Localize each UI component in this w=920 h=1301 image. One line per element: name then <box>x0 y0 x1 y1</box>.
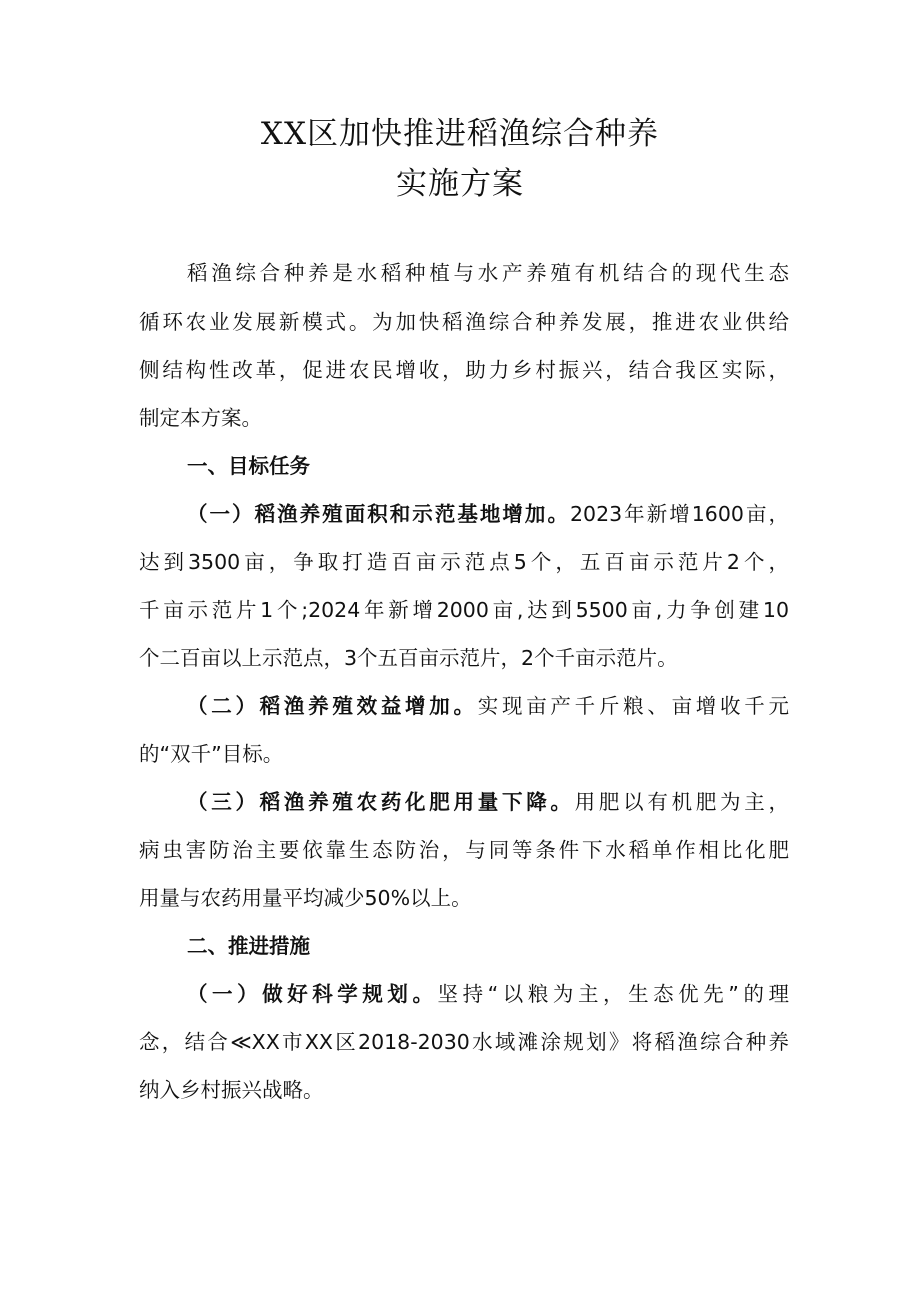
section-heading-measures: 二、推进措施 <box>187 934 310 958</box>
intro-line-4: 制定本方案。 <box>139 406 262 430</box>
item4-line-1 <box>187 979 789 1009</box>
intro-line-1: 稻渔综合种养是水稻种植与水产养殖有机结合的现代生态 <box>187 261 789 285</box>
item1-line-2: 达到3500亩，争取打造百亩示范点5个，五百亩示范片2个， <box>139 550 789 574</box>
item1-rest: 2023年新增1600亩， <box>569 502 789 526</box>
item3-line-2: 病虫害防治主要依靠生态防治，与同等条件下水稻单作相比化肥 <box>139 838 789 862</box>
section-heading-goals: 一、目标任务 <box>187 454 310 478</box>
item2-rest: 实现亩产千斤粮、亩增收千元 <box>477 694 789 718</box>
item1-line-3: 千亩示范片1个;2024年新增2000亩,达到5500亩,力争创建10 <box>139 598 789 622</box>
item4-line-3: 纳入乡村振兴战略。 <box>139 1078 324 1102</box>
item1-line-4: 个二百亩以上示范点，3个五百亩示范片，2个千亩示范片。 <box>139 646 678 670</box>
item4-rest: 坚持“以粮为主，生态优先”的理 <box>437 982 790 1006</box>
item2-line-1 <box>187 691 789 721</box>
item4-line-2: 念，结合≪XX市XX区2018-2030水域滩涂规划》将稻渔综合种养 <box>139 1030 789 1054</box>
item1-line-1 <box>187 499 789 529</box>
item2-lead: （二）稻渔养殖效益增加。 <box>187 694 478 718</box>
item1-lead: （一）稻渔养殖面积和示范基地增加。 <box>187 502 570 526</box>
document-title-line-1: XX区加快推进稻渔综合种养 <box>260 116 660 152</box>
intro-line-2: 循环农业发展新模式。为加快稻渔综合种养发展，推进农业供给 <box>139 310 789 334</box>
item3-lead: （三）稻渔养殖农药化肥用量下降。 <box>187 790 575 814</box>
item4-lead: （一）做好科学规划。 <box>187 982 438 1006</box>
intro-line-3: 侧结构性改革，促进农民增收，助力乡村振兴，结合我区实际， <box>139 358 789 382</box>
item3-line-3: 用量与农药用量平均减少50%以上。 <box>139 886 472 910</box>
item2-line-2: 的“双千”目标。 <box>139 742 284 766</box>
document-title-line-2: 实施方案 <box>396 166 524 202</box>
item3-rest: 用肥以有机肥为主， <box>574 790 790 814</box>
item3-line-1 <box>187 787 789 817</box>
